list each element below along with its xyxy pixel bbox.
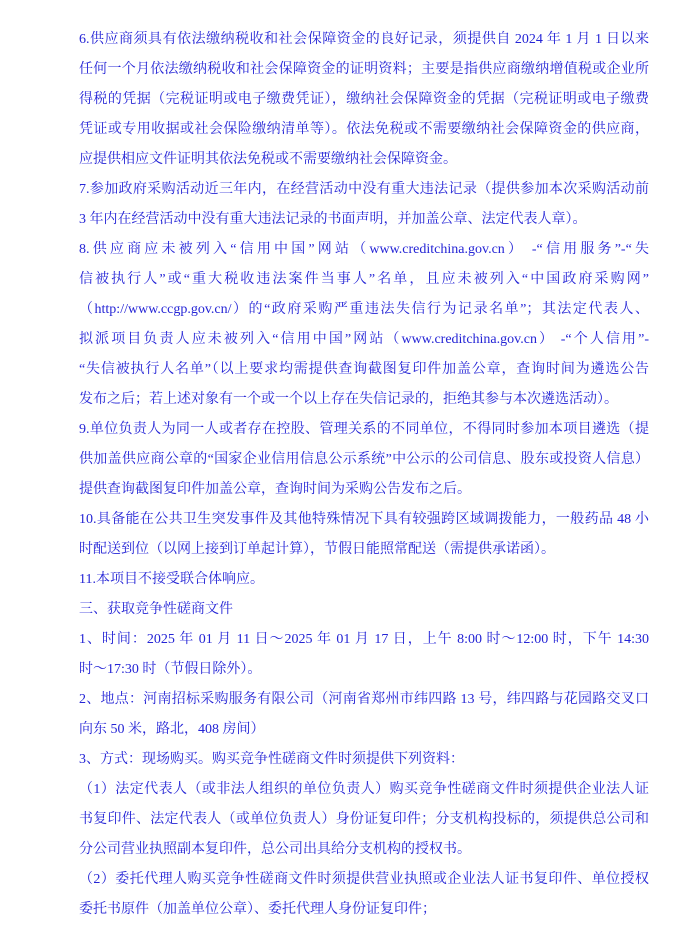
text-line: 9.单位负责人为同一人或者存在控股、管理关系的不同单位，不得同时参加本项目遴选（提	[79, 422, 649, 437]
text-line: 时配送到位（以网上接到订单起计算），节假日能照常配送（需提供承诺函）。	[79, 542, 555, 557]
text-line: 供加盖供应商公章的“国家企业信用信息公示系统”中公示的公司信息、股东或投资人信息）	[79, 452, 649, 467]
text-line: 提供查询截图复印件加盖公章，查询时间为采购公告发布之后。	[79, 482, 471, 497]
text-line: 拟派项目负责人应未被列入“信用中国”网站（www.creditchina.gov.cn） -“个人信用”-	[79, 332, 649, 347]
document-body	[79, 25, 649, 925]
text-line: 得税的凭据（完税证明或电子缴费凭证），缴纳社会保障资金的凭据（完税证明或电子缴费	[79, 92, 649, 107]
paragraph-qualification-item-8	[79, 235, 649, 415]
text-line: （http://www.ccgp.gov.cn/）的“政府采购严重违法失信行为记录名单”；其法定代表人、	[79, 302, 649, 317]
paragraph-qualification-item-11	[79, 565, 649, 595]
text-line: 10.具备能在公共卫生突发事件及其他特殊情况下具有较强跨区域调拨能力，一般药品 48 小	[79, 512, 649, 527]
paragraph-qualification-item-6	[79, 25, 649, 175]
text-line: 时～17:30 时（节假日除外）。	[79, 662, 262, 677]
text-line: 7.参加政府采购活动近三年内，在经营活动中没有重大违法记录（提供参加本次采购活动前	[79, 182, 649, 197]
text-line: 8.供应商应未被列入“信用中国”网站（www.creditchina.gov.cn） -“信用服务”-“失	[79, 242, 649, 257]
document-page	[79, 25, 649, 925]
text-line: 3 年内在经营活动中没有重大违法记录的书面声明，并加盖公章、法定代表人章）。	[79, 212, 587, 227]
paragraph-section-3-heading	[79, 595, 649, 625]
text-line: 委托书原件（加盖单位公章）、委托代理人身份证复印件；	[79, 902, 436, 917]
text-line: 分公司营业执照副本复印件，总公司出具给分支机构的授权书。	[79, 842, 471, 857]
paragraph-qualification-item-7	[79, 175, 649, 235]
text-line: 向东 50 米，路北，408 房间）	[79, 722, 265, 737]
paragraph-section-3-item-2-location	[79, 685, 649, 745]
text-line: 2、地点：河南招标采购服务有限公司（河南省郑州市纬四路 13 号，纬四路与花园路交叉口	[79, 692, 649, 707]
text-line: 3、方式：现场购买。购买竞争性磋商文件时须提供下列资料：	[79, 752, 464, 767]
text-line: 11.本项目不接受联合体响应。	[79, 572, 264, 587]
text-line: 应提供相应文件证明其依法免税或不需要缴纳社会保障资金。	[79, 152, 457, 167]
text-line: 信被执行人”或“重大税收违法案件当事人”名单，且应未被列入“中国政府采购网”	[79, 272, 649, 287]
paragraph-section-3-item-3-sub-2	[79, 865, 649, 925]
paragraph-qualification-item-9	[79, 415, 649, 505]
paragraph-qualification-item-10	[79, 505, 649, 565]
text-line: 任何一个月依法缴纳税收和社会保障资金的证明资料；主要是指供应商缴纳增值税或企业所	[79, 62, 649, 77]
text-line: 发布之后；若上述对象有一个或一个以上存在失信记录的，拒绝其参与本次遴选活动）。	[79, 392, 618, 407]
text-line: “失信被执行人名单”（以上要求均需提供查询截图复印件加盖公章，查询时间为遴选公告	[79, 362, 649, 377]
text-line: 三、获取竞争性磋商文件	[79, 602, 233, 617]
text-line: 1、时间：2025 年 01 月 11 日～2025 年 01 月 17 日，上午 8:00 时～12:00 时，下午 14:30	[79, 632, 649, 647]
text-line: 6.供应商须具有依法缴纳税收和社会保障资金的良好记录，须提供自 2024 年 1 月 1 日以来	[79, 32, 649, 47]
text-line: （2）委托代理人购买竞争性磋商文件时须提供营业执照或企业法人证书复印件、单位授权	[79, 872, 649, 887]
paragraph-section-3-item-3-sub-1	[79, 775, 649, 865]
text-line: 书复印件、法定代表人（或单位负责人）身份证复印件；分支机构投标的，须提供总公司和	[79, 812, 649, 827]
paragraph-section-3-item-1-time	[79, 625, 649, 685]
text-line: （1）法定代表人（或非法人组织的单位负责人）购买竞争性磋商文件时须提供企业法人证	[79, 782, 649, 797]
text-line: 凭证或专用收据或社会保险缴纳清单等）。依法免税或不需要缴纳社会保障资金的供应商，	[79, 122, 649, 137]
paragraph-section-3-item-3-method	[79, 745, 649, 775]
